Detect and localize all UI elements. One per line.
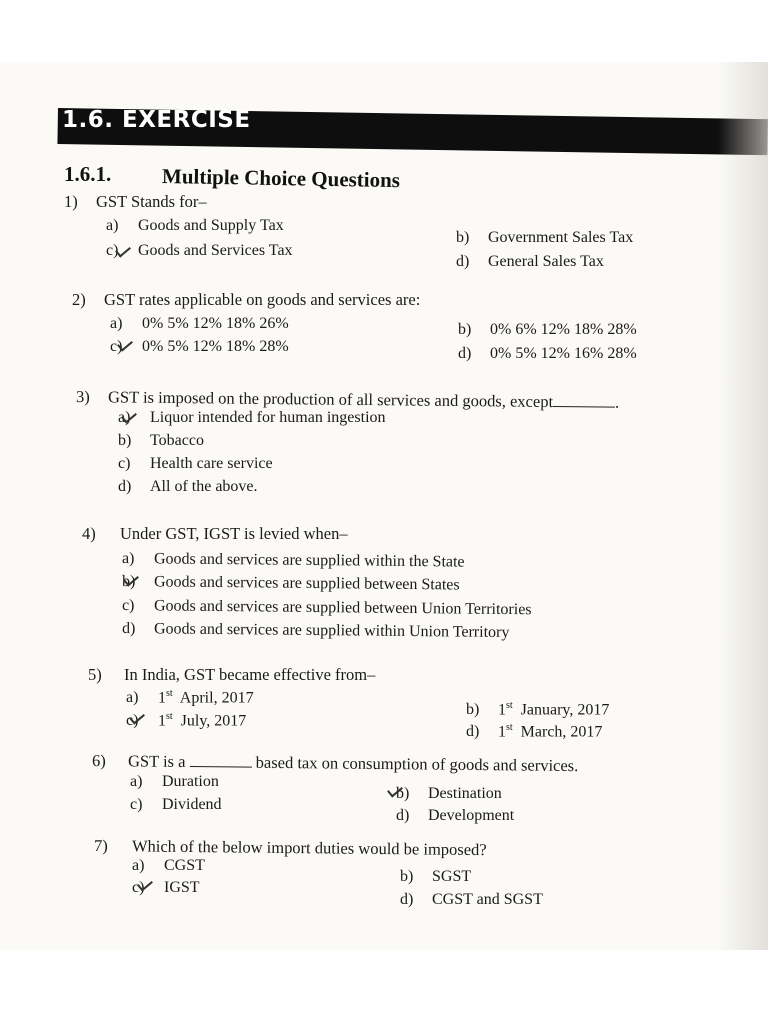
- question-5-option-b: b) 1st January, 2017: [466, 700, 610, 719]
- question-4-option-a: a) Goods and services are supplied within the State: [121, 550, 465, 571]
- question-3: 3) GST is imposed on the production of all services and goods, except .: [75, 387, 620, 412]
- question-2-option-b: b) 0% 6% 12% 18% 28%: [458, 321, 637, 338]
- question-7-option-a: a) CGST: [132, 857, 205, 874]
- question-5-option-d: d) 1st March, 2017: [466, 722, 603, 741]
- question-3-option-d: d) All of the above.: [118, 478, 258, 495]
- question-1-option-c: c) Goods and Services Tax: [106, 242, 293, 259]
- question-3-option-c: c) Health care service: [118, 455, 273, 472]
- question-6-option-a: a) Duration: [130, 773, 219, 790]
- question-2-option-a: a) 0% 5% 12% 18% 26%: [110, 315, 289, 332]
- question-2: 2) GST rates applicable on goods and services are:: [72, 290, 421, 309]
- answer-blank: [190, 754, 252, 768]
- textbook-page: [0, 62, 768, 950]
- question-5-option-a: a) 1st April, 2017: [126, 688, 254, 707]
- answer-blank: [553, 394, 615, 408]
- question-6: 6) GST is a based tax on consumption of goods and services.: [91, 751, 579, 776]
- page-edge-shadow: [718, 62, 768, 950]
- question-5: 5) In India, GST became effective from–: [88, 665, 376, 684]
- question-2-option-c: c) 0% 5% 12% 18% 28%: [110, 338, 289, 355]
- question-7: 7) Which of the below import duties would be imposed?: [93, 836, 487, 860]
- question-4-option-c: c) Goods and services are supplied between Union Territories: [121, 597, 532, 619]
- question-3-option-b: b) Tobacco: [118, 432, 204, 449]
- question-1-option-d: d) General Sales Tax: [456, 253, 604, 270]
- question-5-option-c: c) 1st July, 2017: [126, 711, 247, 730]
- question-4: 4) Under GST, IGST is levied when–: [82, 524, 348, 543]
- question-1-option-b: b) Government Sales Tax: [456, 229, 634, 246]
- question-7-option-d: d) CGST and SGST: [400, 891, 543, 908]
- question-2-option-d: d) 0% 5% 12% 16% 28%: [458, 345, 637, 362]
- exercise-header-title: 1.6. EXERCISE: [62, 107, 251, 133]
- question-4-option-b: b) Goods and services are supplied between States: [121, 573, 460, 594]
- question-6-option-d: d) Development: [396, 807, 515, 824]
- question-1: 1) GST Stands for–: [64, 192, 207, 211]
- question-7-option-c: c) IGST: [132, 879, 200, 896]
- section-title: Multiple Choice Questions: [161, 164, 401, 193]
- question-6-option-b: b) Destination: [396, 785, 502, 802]
- section-number: 1.6.1.: [64, 162, 112, 186]
- question-7-option-b: b) SGST: [400, 868, 472, 885]
- question-6-option-c: c) Dividend: [130, 796, 222, 813]
- question-3-option-a: a) Liquor intended for human ingestion: [118, 409, 386, 426]
- question-1-option-a: a) Goods and Supply Tax: [106, 217, 284, 234]
- question-4-option-d: d) Goods and services are supplied within Union Territory: [121, 620, 510, 642]
